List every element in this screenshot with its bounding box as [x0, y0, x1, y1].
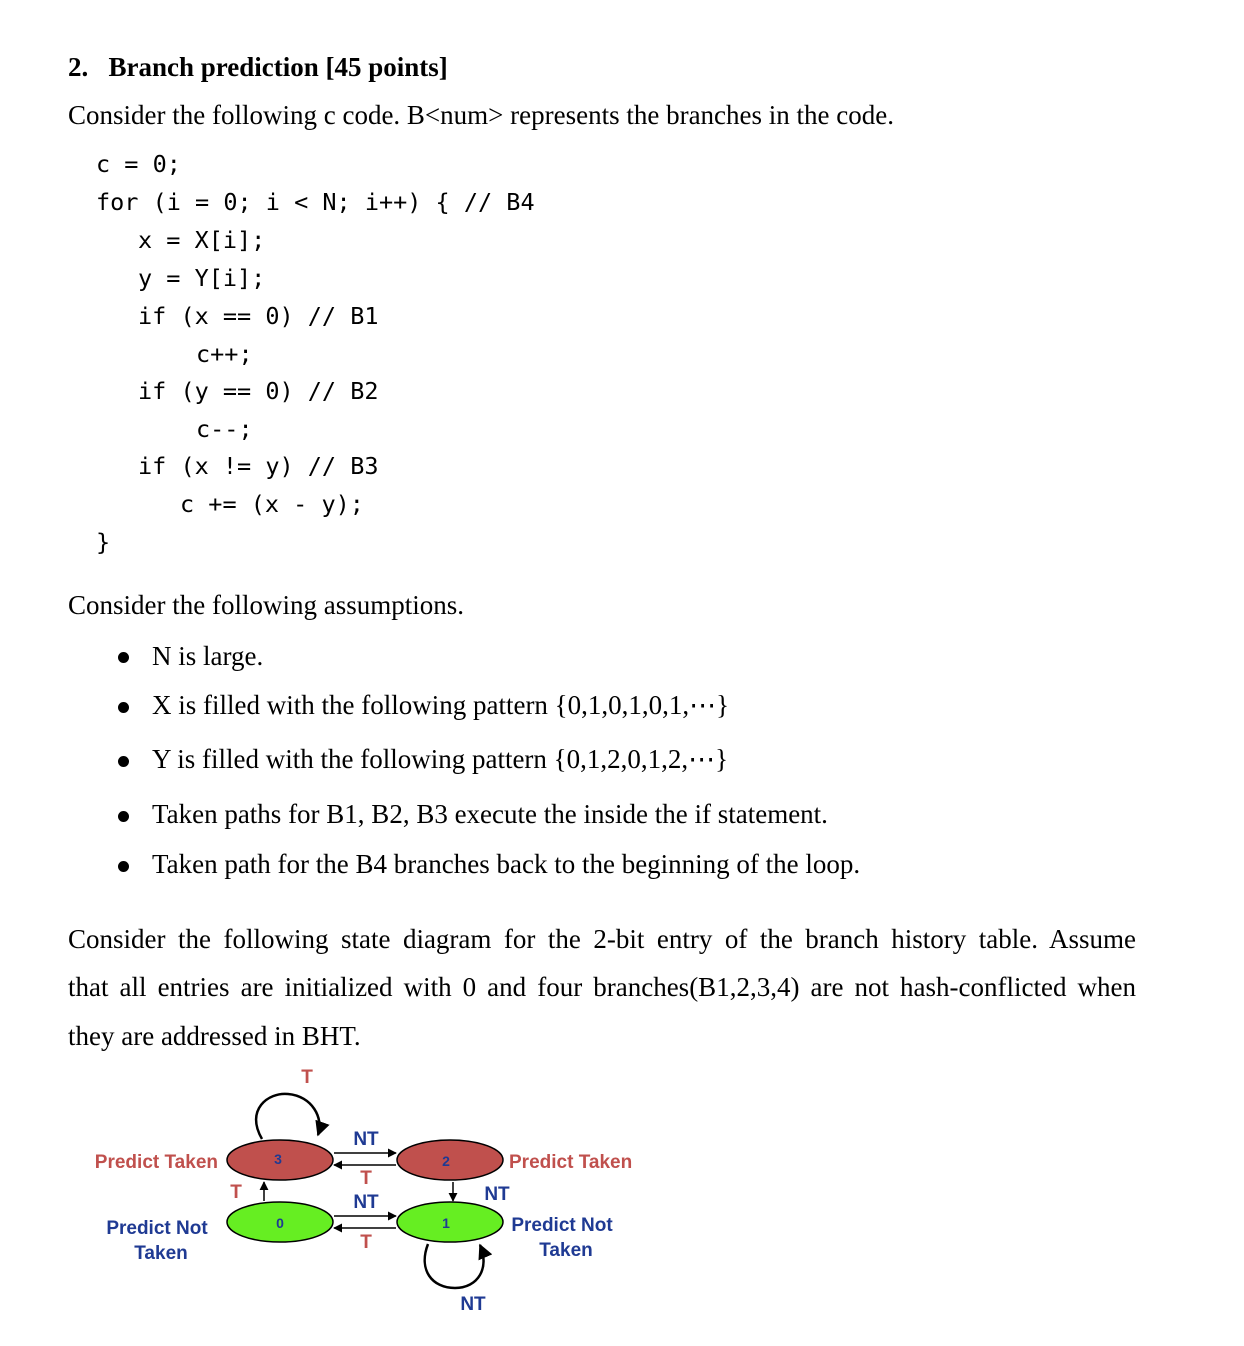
state-3-label: 3 [274, 1151, 282, 1167]
intro-text: Consider the following c code. B<num> represents the branches in the code. [68, 100, 894, 130]
code-line: c--; [196, 415, 253, 443]
predict-not-right-label-1: Predict Not [511, 1215, 613, 1236]
code-line: c = 0; [96, 150, 181, 178]
self-loop-3-label: T [301, 1067, 313, 1088]
label-3-to-2: NT [353, 1129, 379, 1150]
self-loop-1-label: NT [460, 1294, 486, 1315]
code-line: c += (x - y); [180, 490, 364, 518]
code-line: c++; [196, 340, 253, 368]
self-loop-1-arrow [425, 1244, 484, 1288]
list-item: Taken paths for B1, B2, B3 execute the inside the if statement. [152, 799, 828, 829]
state-2-label: 2 [442, 1153, 450, 1169]
predict-not-left-label-2: Taken [134, 1243, 188, 1264]
code-line: if (x == 0) // B1 [138, 302, 379, 330]
section-heading: 2. Branch prediction [45 points] [68, 52, 448, 82]
code-line: x = X[i]; [138, 226, 266, 254]
predict-taken-right-label: Predict Taken [509, 1152, 633, 1173]
code-line: } [96, 528, 111, 556]
state-0-label: 0 [276, 1215, 284, 1231]
diagram-intro-line: Consider the following state diagram for the 2-bit entry of the branch history table. Assume [68, 924, 1136, 954]
list-item: Y is filled with the following pattern {0,1,2,0,1,2,⋯} [152, 744, 729, 774]
label-2-to-3: T [360, 1168, 372, 1189]
code-line: if (x != y) // B3 [138, 452, 379, 480]
assumptions-intro: Consider the following assumptions. [68, 590, 464, 620]
predict-not-right-label-2: Taken [539, 1240, 593, 1261]
code-line: for (i = 0; i < N; i++) { // B4 [96, 188, 535, 216]
list-item: N is large. [152, 641, 264, 671]
label-0-to-3: T [230, 1182, 242, 1203]
state-1-label: 1 [442, 1215, 450, 1231]
state-2-node [397, 1140, 503, 1180]
predict-taken-left-label: Predict Taken [94, 1152, 218, 1173]
predict-not-left-label-1: Predict Not [106, 1218, 208, 1239]
self-loop-3-arrow [256, 1094, 319, 1139]
code-line: if (y == 0) // B2 [138, 377, 379, 405]
diagram-intro-line: that all entries are initialized with 0 and four branches(B1,2,3,4) are not hash-conflicted when [68, 972, 1136, 1002]
diagram-intro-line: they are addressed in BHT. [68, 1021, 361, 1051]
state-1-node [397, 1202, 503, 1242]
label-2-to-1: NT [484, 1184, 510, 1205]
label-1-to-0: T [360, 1232, 372, 1253]
list-item: Taken path for the B4 branches back to the beginning of the loop. [152, 849, 861, 879]
label-0-to-1: NT [353, 1192, 379, 1213]
list-item: X is filled with the following pattern {0,1,0,1,0,1,⋯} [152, 690, 730, 720]
code-line: y = Y[i]; [138, 264, 266, 292]
